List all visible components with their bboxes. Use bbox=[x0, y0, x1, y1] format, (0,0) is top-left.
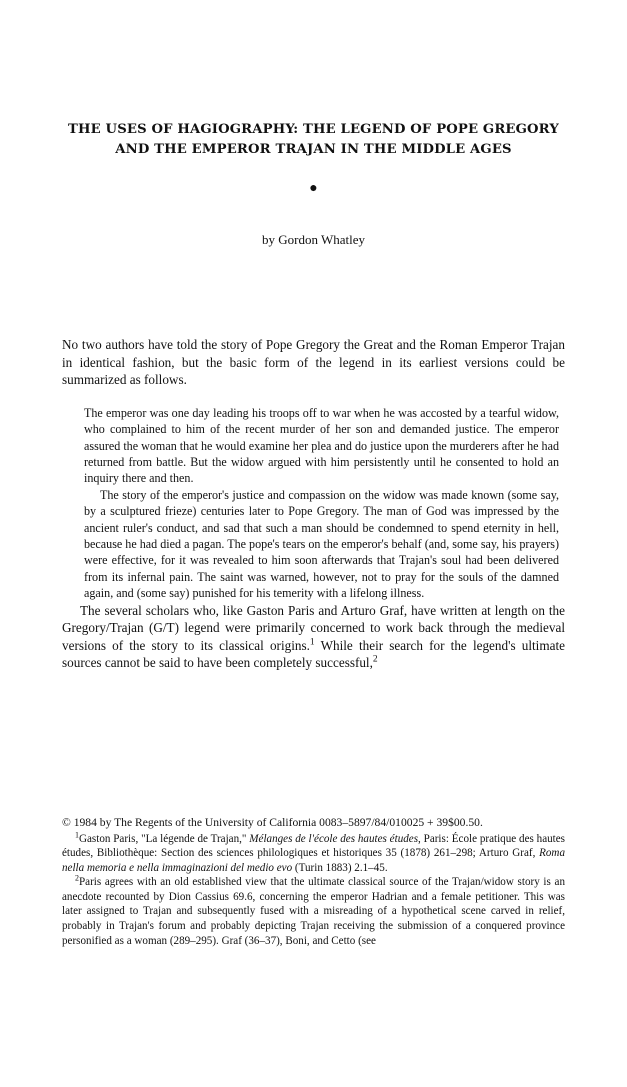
page-title-line-1: THE USES OF HAGIOGRAPHY: THE LEGEND OF POPE GREGORY bbox=[68, 122, 559, 137]
blockquote bbox=[62, 405, 565, 602]
page-title-line-2: AND THE EMPEROR TRAJAN IN THE MIDDLE AGES bbox=[115, 142, 512, 157]
article-body bbox=[62, 336, 565, 672]
article-page bbox=[0, 120, 627, 1087]
footnote-1-seg-2: , Paris: École pratique des hautes études, Bibliothèque: Section des sciences philologiques et historiques 35 (1878) 261–298; Arturo Graf, bbox=[62, 832, 565, 860]
closing-paragraph-part-1: The several scholars who, like Gaston Paris and Arturo Graf, have written at length on the Gregory/Trajan (G/T) legend were primarily concerned to work back through the medieval versions of the story to its classical origins. bbox=[62, 602, 565, 653]
closing-paragraph-part-2: While their search for the legend's ultimate sources cannot be said to have been completely successful, bbox=[62, 637, 565, 671]
blockquote-paragraph-1: The emperor was one day leading his troops off to war when he was accosted by a tearful widow, who complained to him of the recent murder of her son and demanded justice. The emperor assured the woman that he would examine her plea and do justice upon the murderers after he had returned from battle. But the widow argued with him persistently until he consented to hold an inquiry there and then. bbox=[84, 405, 559, 486]
footnote-2-text: Paris agrees with an old established view that the ultimate classical source of the Trajan/widow story is an anecdote recounted by Dion Cassius 69.6, concerning the emperor Hadrian and a female petitioner. This was later assigned to Trajan and subsequently fused with a misreading of a hypothetical scene carved in relief, probably in Trajan's forum and probably depicting Trajan receiving the submission of a conquered province personified as a woman (289–295). Graf (36–37), Boni, and Cetto (see bbox=[62, 876, 565, 947]
footnote-1-seg-3: Roma nella memoria e nella immaginazioni del medio evo bbox=[62, 847, 565, 874]
author-byline: by Gordon Whatley bbox=[261, 232, 366, 247]
footnote-1-seg-0: Gaston Paris, "La légende de Trajan," bbox=[79, 832, 250, 845]
footnote-2-marker: 2 bbox=[75, 873, 79, 883]
footnote-1-marker: 1 bbox=[75, 829, 79, 839]
footnote-1-seg-1: Mélanges de l'école des hautes études bbox=[249, 832, 419, 845]
title-block bbox=[62, 120, 565, 160]
closing-paragraph bbox=[62, 602, 565, 672]
body-paragraph: No two authors have told the story of Pope Gregory the Great and the Roman Emperor Trajan in identical fashion, but the basic form of the legend in its earliest versions could be summarized as follows. bbox=[62, 337, 565, 388]
footnote-1 bbox=[62, 829, 565, 876]
footnote-marker-2[interactable]: 2 bbox=[372, 655, 378, 666]
blockquote-paragraph-2: The story of the emperor's justice and compassion on the widow was made known (some say, by a sculptured frieze) centuries later to Pope Gregory. The man of God was impressed by the ancient ruler's conduct, and sad that such a man should be condemned to spend eternity in hell, because he had died a pagan. The pope's tears on the emperor's behalf (and, some say, his prayers) were effective, for it was revealed to him soon afterwards that Trajan's soul had been delivered from its infernal pain. The saint was warned, however, not to pray for the souls of the damned again, and (some say) punished for his temerity with a lifelong illness. bbox=[84, 487, 559, 601]
footnote-1-seg-4: (Turin 1883) 2.1–45. bbox=[292, 861, 388, 874]
footnote-marker-1[interactable]: 1 bbox=[309, 637, 315, 648]
footnote-2 bbox=[62, 875, 565, 948]
copyright-line: © 1984 by The Regents of the University of California 0083–5897/84/010025 + 39$00.50. bbox=[62, 816, 483, 829]
footnote-1-text bbox=[62, 833, 565, 874]
ornament-bullet-icon: ● bbox=[309, 181, 318, 196]
notes-section bbox=[62, 815, 565, 948]
